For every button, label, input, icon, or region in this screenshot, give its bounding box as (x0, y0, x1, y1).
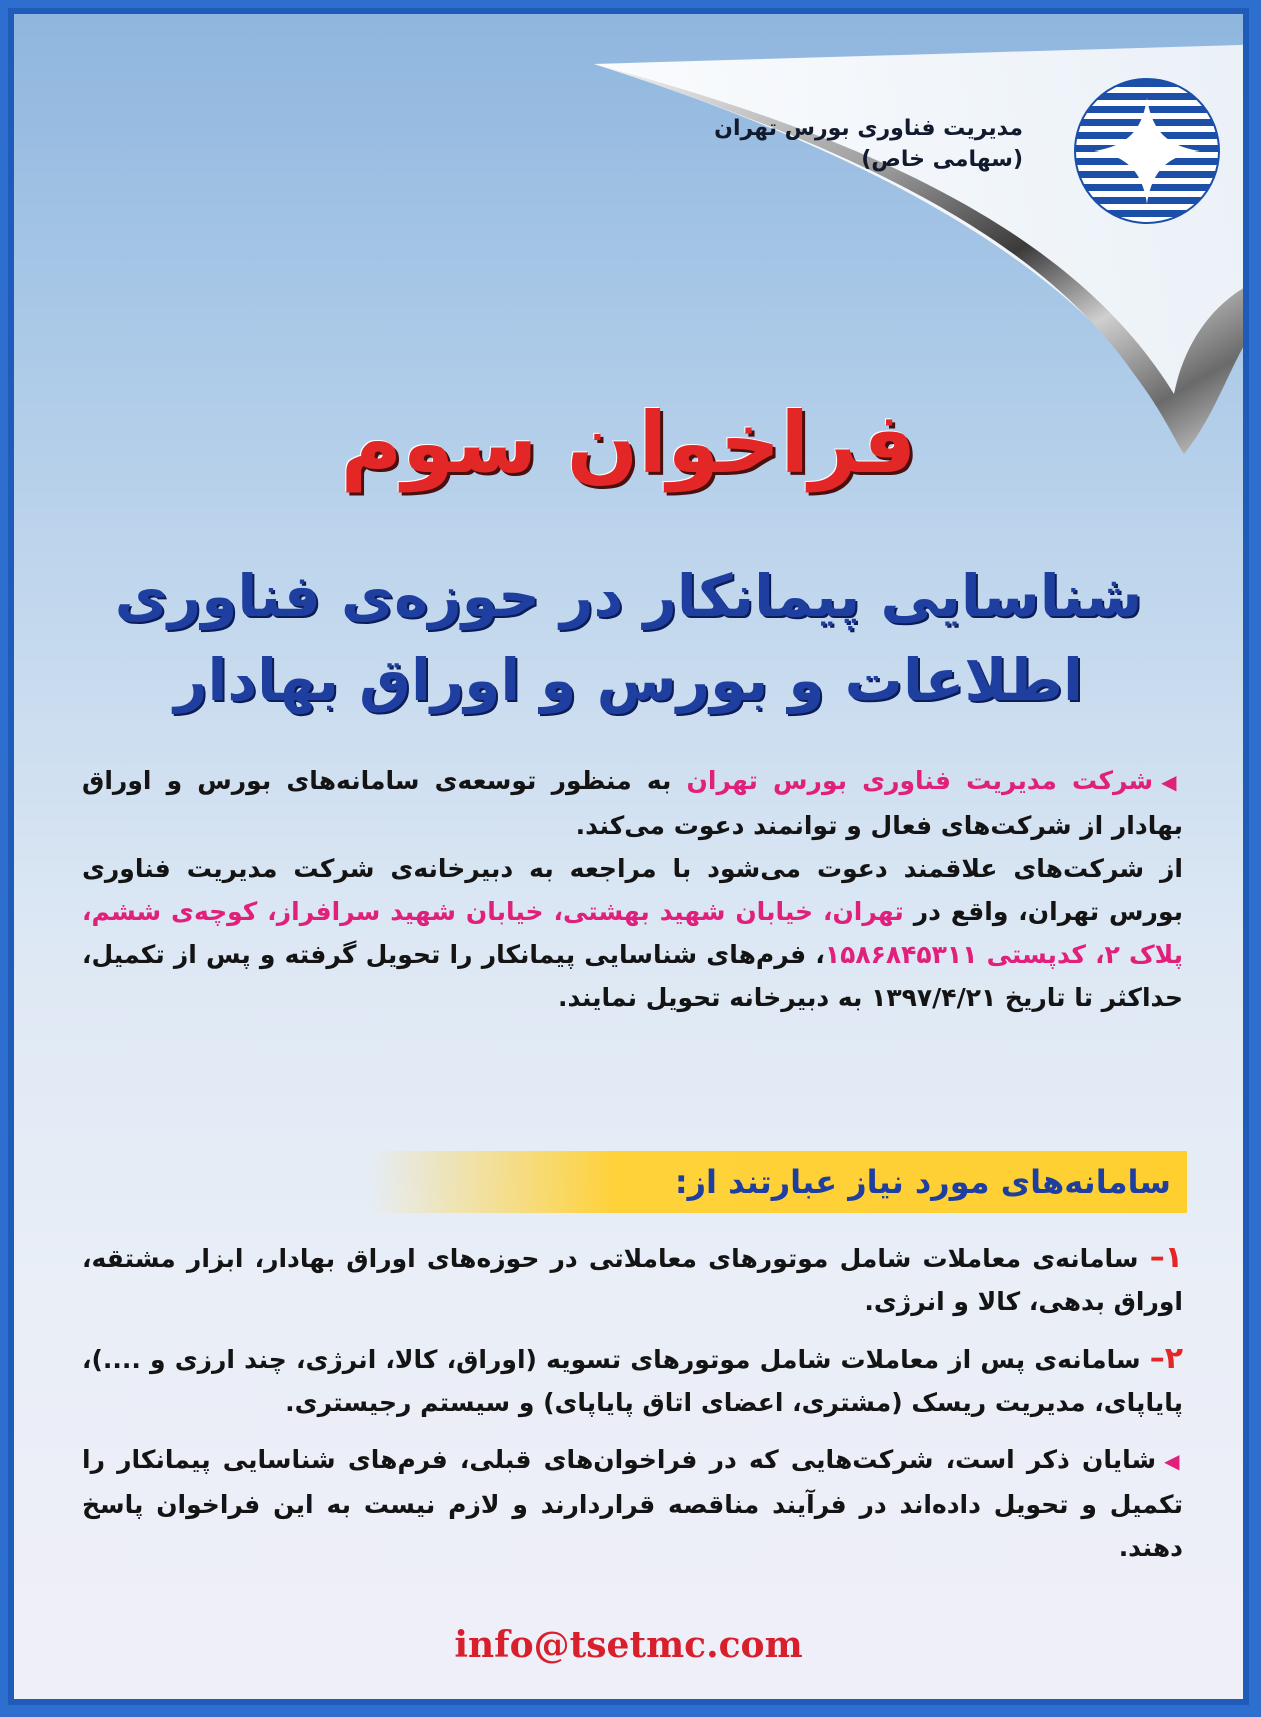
company-highlight: شرکت مدیریت فناوری بورس تهران (686, 766, 1154, 795)
contact-email[interactable]: info@tsetmc.com (454, 1624, 803, 1666)
paragraph-instructions-text: ، فرم‌های شناسایی پیمانکار را تحویل گرفته و پس از تکمیل، حداکثر تا تاریخ ۱۳۹۷/۴/۲۱ به دبیرخانه تحویل نمایند. (82, 940, 1183, 1012)
paragraph-instructions-intro: از شرکت‌های علاقمند دعوت می‌شود با مراجعه به دبیرخانه‌ی شرکت مدیریت فناوری بورس تهران، واقع در (82, 854, 1184, 926)
paragraph-intro-text: به منظور توسعه‌ی سامانه‌های بورس و اوراق بهادار از شرکت‌های فعال و توانمند دعوت می‌کند. (82, 766, 1183, 840)
list-item-text: سامانه‌ی معاملات شامل موتورهای معاملاتی در حوزه‌های اوراق بهادار، ابزار مشتقه، اوراق بدهی، کالا و انرژی. (82, 1244, 1183, 1316)
note-text: شایان ذکر است، شرکت‌هایی که در فراخوان‌های قبلی، فرم‌های شناسایی پیمانکار را تکمیل و تحویل داده‌اند در فرآیند مناقصه قراردارند و لازم نیست به این فراخوان پاسخ دهند. (82, 1445, 1183, 1562)
company-type: (سهامی خاص) (861, 146, 1023, 172)
subtitle (44, 554, 1213, 722)
list-item (82, 1337, 1183, 1424)
required-systems-banner: سامانه‌های مورد نیاز عبارتند از: (369, 1151, 1187, 1213)
address-highlight: تهران، خیابان شهید بهشتی، خیابان شهید سرافراز، کوچه‌ی ششم، پلاک ۲، کدپستی ۱۵۸۶۸۴۵۳۱۱ (82, 897, 1184, 969)
list-item-number: ۱– (1149, 1240, 1183, 1275)
bullet-arrow-icon: ◀ (1164, 1449, 1183, 1473)
announcement-page (8, 8, 1249, 1705)
company-logo-icon (1072, 76, 1222, 226)
note-paragraph (82, 1438, 1183, 1569)
required-systems-list (82, 1236, 1183, 1583)
headline: فراخوان سوم (340, 394, 917, 492)
subtitle-line-1: شناسایی پیمانکار در حوزه‌ی فناوری (114, 562, 1143, 630)
subtitle-line-2: اطلاعات و بورس و اوراق بهادار (174, 646, 1083, 714)
announcement-body (82, 759, 1183, 1019)
list-item (82, 1236, 1183, 1323)
company-name: مدیریت فناوری بورس تهران (714, 116, 1023, 141)
bullet-arrow-icon: ◀ (1161, 770, 1183, 794)
company-name-block (663, 114, 1023, 176)
paragraph-intro (82, 759, 1183, 847)
list-item-number: ۲– (1149, 1341, 1183, 1376)
list-item-text: سامانه‌ی پس از معاملات شامل موتورهای تسویه (اوراق، کالا، انرژی، چند ارزی و ....)، پایاپای، مدیریت ریسک (مشتری، اعضای اتاق پایاپای) و سیستم رجیستری. (82, 1345, 1183, 1417)
paragraph-instructions (82, 847, 1183, 1019)
